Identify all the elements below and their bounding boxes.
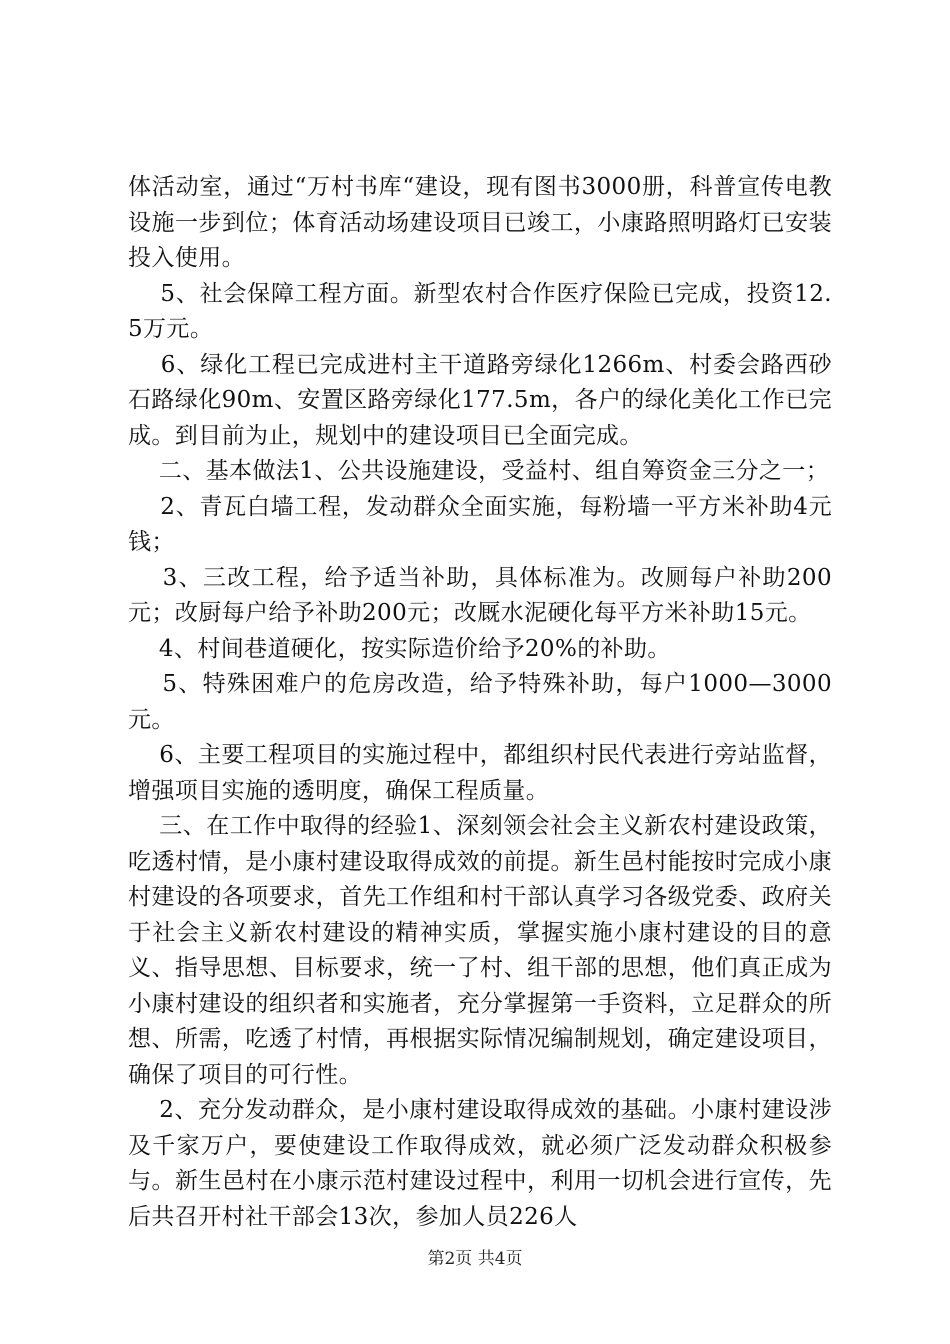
paragraph-5: 2、青瓦白墙工程，发动群众全面实施，每粉墙一平方米补助4元钱； (128, 493, 832, 555)
document-body (128, 170, 832, 1235)
paragraph-8: 5、特殊困难户的危房改造，给予特殊补助，每户1000—3000元。 (128, 671, 832, 733)
paragraph-11: 2、充分发动群众，是小康村建设取得成效的基础。小康村建设涉及千家万户，要使建设工作取得成效，就必须广泛发动群众积极参与。新生邑村在小康示范村建设过程中，利用一切机会进行宣传，先后共召开村社干部会13次，参加人员226人 (128, 1097, 832, 1230)
paragraph-3: 6、绿化工程已完成进村主干道路旁绿化1266m、村委会路西砂石路绿化90m、安置区路旁绿化177.5m，各户的绿化美化工作已完成。到目前为止，规划中的建设项目已全面完成。 (128, 351, 832, 449)
paragraph-7: 4、村间巷道硬化，按实际造价给予20%的补助。 (128, 635, 671, 662)
paragraph-10: 三、在工作中取得的经验1、深刻领会社会主义新农村建设政策，吃透村情，是小康村建设取得成效的前提。新生邑村能按时完成小康村建设的各项要求，首先工作组和村干部认真学习各级党委、政府关于社会主义新农村建设的精神实质，掌握实施小康村建设的目的意义、指导思想、目标要求，统一了村、组干部的思想，他们真正成为小康村建设的组织者和实施者，充分掌握第一手资料，立足群众的所想、所需，吃透了村情，再根据实际情况编制规划，确定建设项目，确保了项目的可行性。 (128, 813, 832, 1088)
paragraph-1: 体活动室，通过“万村书库“建设，现有图书3000册，科普宣传电教设施一步到位；体育活动场建设项目已竣工，小康路照明路灯已安装投入使用。 (128, 174, 832, 271)
paragraph-4: 二、基本做法1、公共设施建设，受益村、组自筹资金三分之一； (128, 458, 830, 484)
paragraph-6: 3、三改工程，给予适当补助，具体标准为。改厕每户补助200元；改厨每户给予补助200元；改厩水泥硬化每平方米补助15元。 (128, 564, 832, 626)
page-footer: 第2页 共4页 (427, 1249, 523, 1269)
paragraph-2: 5、社会保障工程方面。新型农村合作医疗保险已完成，投资12.5万元。 (128, 280, 832, 342)
paragraph-9: 6、主要工程项目的实施过程中，都组织村民代表进行旁站监督，增强项目实施的透明度，确保工程质量。 (128, 742, 832, 804)
